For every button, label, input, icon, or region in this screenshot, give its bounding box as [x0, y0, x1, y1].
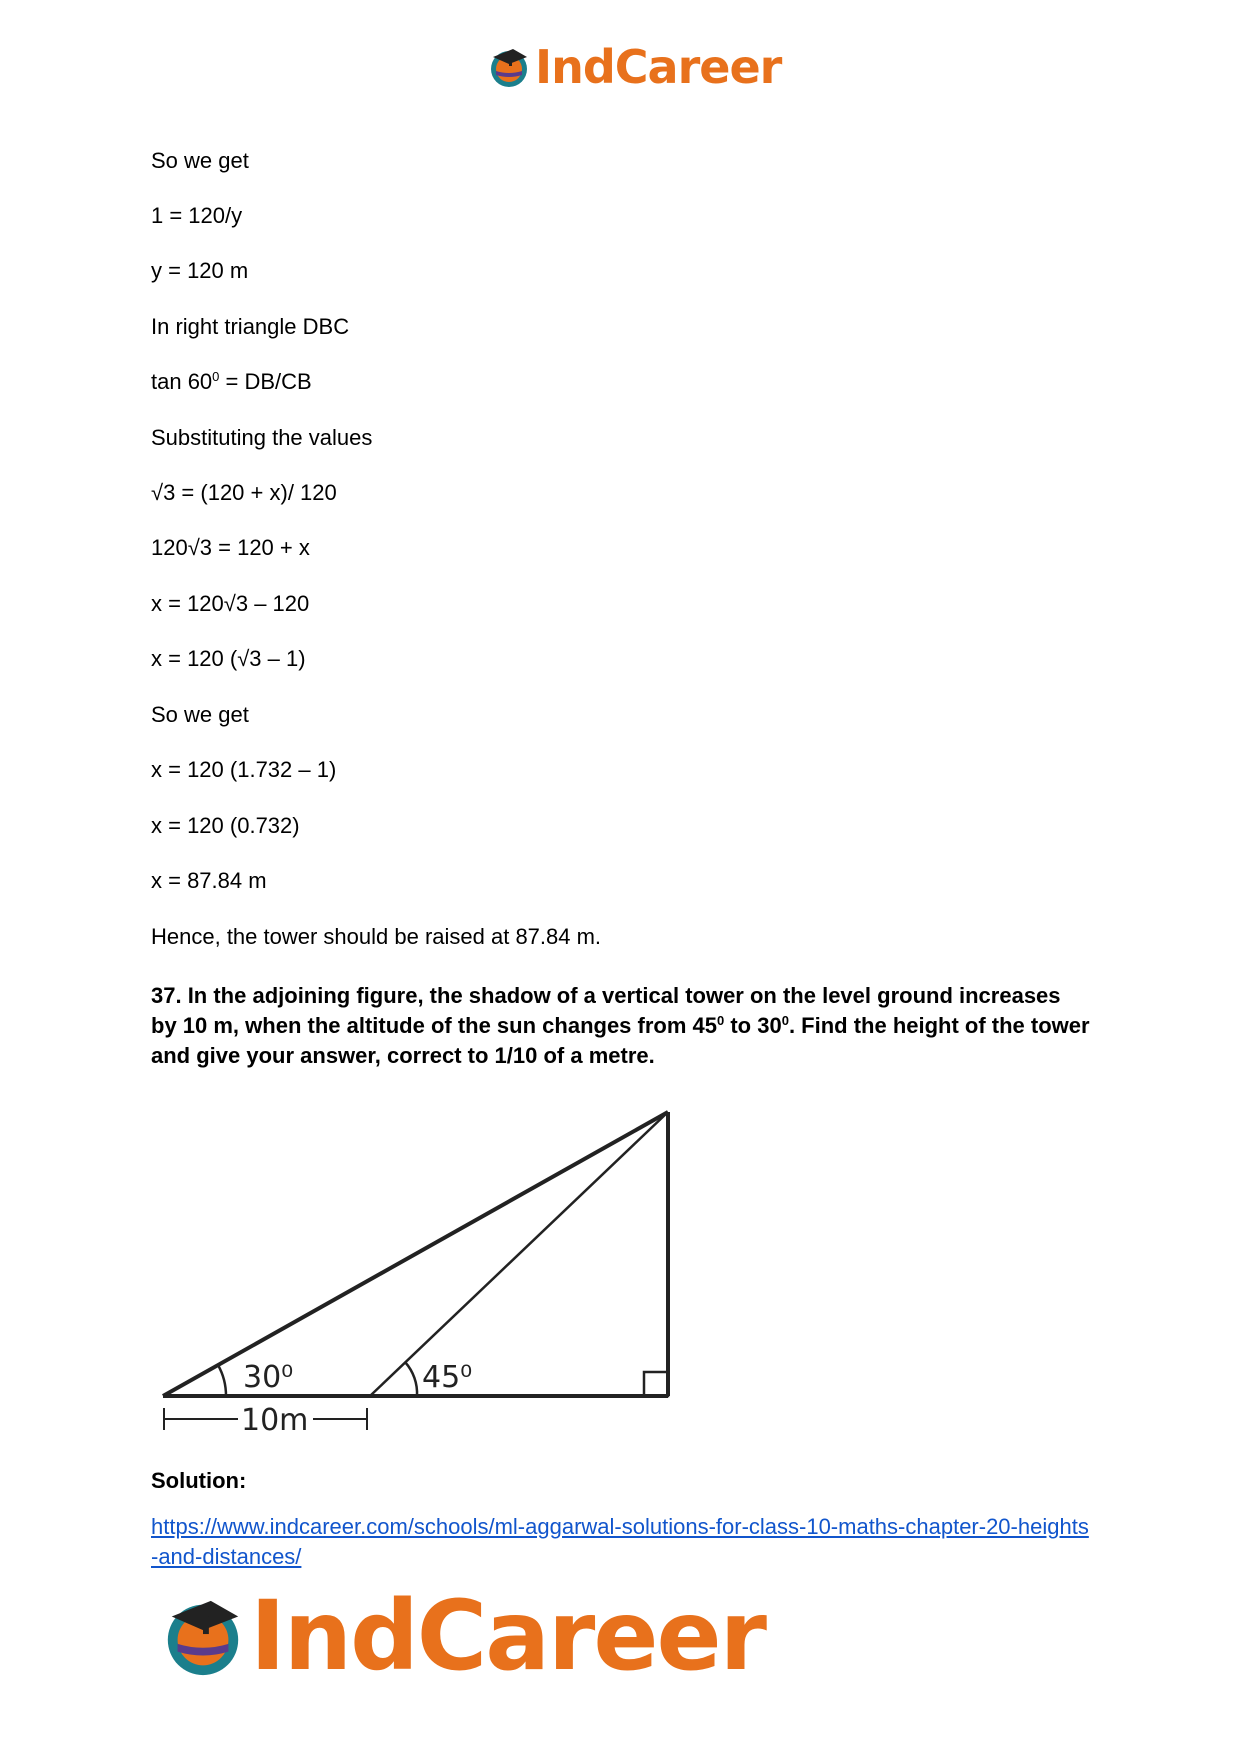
text-line: Hence, the tower should be raised at 87.84 m.: [151, 924, 602, 949]
text-line: √3 = (120 + x)/ 120: [151, 480, 337, 505]
header-logo: [487, 40, 781, 94]
right-angle-mark: [644, 1372, 668, 1396]
angle-30-label: 30⁰: [243, 1360, 294, 1395]
text-line: In right triangle DBC: [151, 314, 350, 339]
angle-45-label: 45⁰: [422, 1360, 473, 1395]
text-line: 1 = 120/y: [151, 203, 243, 228]
angle-arc-30: [218, 1365, 226, 1396]
footer-logo: [160, 1580, 765, 1692]
question-sup: 0: [717, 1013, 725, 1028]
text-line: So we get: [151, 702, 249, 727]
solution-link[interactable]: https://www.indcareer.com/schools/ml-aggarwal-solutions-for-class-10-maths-chapter-20-heights-and-distances/: [151, 1514, 1089, 1569]
question-part: 37. In the adjoining figure, the shadow of a vertical tower on the level ground increases by 10 m, when the altitude of the sun changes from 45: [151, 983, 1061, 1038]
tan-post: = DB/CB: [219, 369, 312, 394]
text-line: x = 120√3 – 120: [151, 591, 310, 616]
logo-text: IndCareer: [535, 40, 782, 94]
text-line: So we get: [151, 148, 249, 173]
text-line: x = 87.84 m: [151, 868, 267, 893]
text-line: y = 120 m: [151, 258, 249, 283]
question-part: to 30: [724, 1013, 782, 1038]
graduation-cap-icon: [487, 45, 531, 89]
distance-label: 10m: [241, 1403, 309, 1438]
tan-sup: 0: [212, 369, 220, 384]
question-part: . Find the height of the tower and give your answer, correct to 1/10 of a metre.: [151, 1013, 1090, 1068]
triangle-figure: [155, 1100, 685, 1445]
tan-line: [151, 369, 312, 395]
logo-text: IndCareer: [250, 1580, 765, 1692]
tan-pre: tan 60: [151, 369, 213, 394]
angle-arc-45: [405, 1362, 417, 1396]
solution-label: Solution:: [151, 1468, 247, 1493]
triangle-diagram: [155, 1100, 685, 1440]
text-line: 120√3 = 120 + x: [151, 535, 310, 560]
text-line: x = 120 (√3 – 1): [151, 646, 306, 671]
text-line: x = 120 (1.732 – 1): [151, 757, 337, 782]
question-sup: 0: [781, 1013, 789, 1028]
graduation-cap-icon: [160, 1593, 246, 1679]
question-text: [151, 981, 1091, 1071]
text-line: x = 120 (0.732): [151, 813, 300, 838]
text-line: Substituting the values: [151, 425, 373, 450]
